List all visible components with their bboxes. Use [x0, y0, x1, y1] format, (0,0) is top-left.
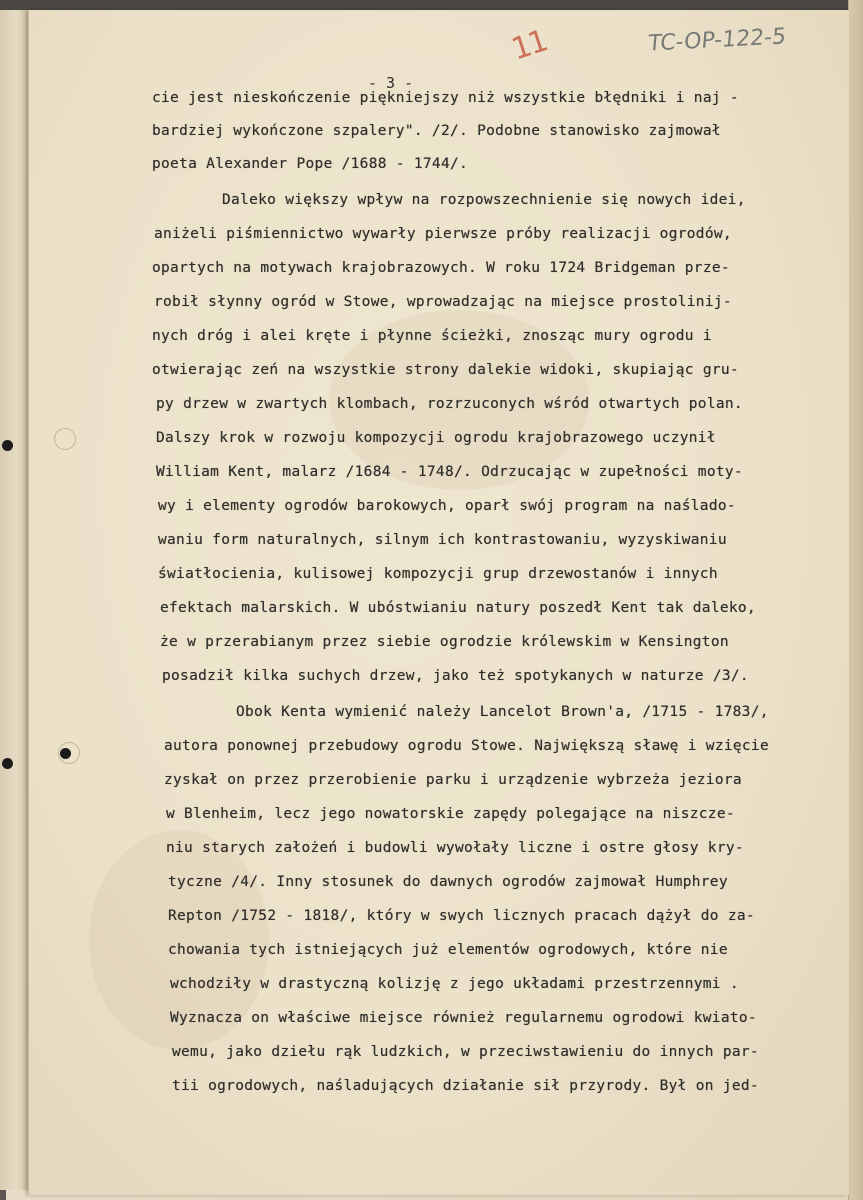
scanner-background-strip	[0, 0, 863, 10]
text-line: że w przerabianym przez siebie ogrodzie królewskim w Kensington	[160, 634, 729, 650]
text-line: aniżeli piśmiennictwo wywarły pierwsze próby realizacji ogrodów,	[154, 226, 732, 242]
text-line: Dalszy krok w rozwoju kompozycji ogrodu krajobrazowego uczynił	[156, 430, 716, 446]
text-line: poeta Alexander Pope /1688 - 1744/.	[152, 156, 469, 172]
punch-hole-ring	[58, 742, 80, 764]
text-line: efektach malarskich. W ubóstwianiu natury poszedł Kent tak daleko,	[160, 600, 756, 616]
text-line: otwierając zeń na wszystkie strony dalekie widoki, skupiając gru-	[152, 362, 739, 378]
text-line: chowania tych istniejących już elementów ogrodowych, które nie	[168, 942, 728, 958]
text-line: niu starych założeń i budowli wywołały liczne i ostre głosy kry-	[166, 840, 744, 856]
archive-reference-number: TC-OP-122-5	[646, 24, 788, 57]
red-archival-mark: 11	[507, 23, 551, 68]
text-line: William Kent, malarz /1684 - 1748/. Odrzucając w zupełności moty-	[156, 464, 743, 480]
text-line: opartych na motywach krajobrazowych. W roku 1724 Bridgeman prze-	[152, 260, 730, 276]
text-line: posadził kilka suchych drzew, jako też spotykanych w naturze /3/.	[162, 668, 749, 684]
text-line: zyskał on przez przerobienie parku i urządzenie wybrzeża jeziora	[164, 772, 742, 788]
punch-hole	[2, 440, 13, 451]
punch-hole-ring	[54, 428, 76, 450]
text-line: nych dróg i alei kręte i płynne ścieżki, znosząc mury ogrodu i	[152, 328, 712, 344]
text-line: bardziej wykończone szpalery". /2/. Podobne stanowisko zajmował	[152, 123, 721, 139]
text-line: py drzew w zwartych klombach, rozrzuconych wśród otwartych polan.	[156, 396, 743, 412]
text-line: tii ogrodowych, naśladujących działanie sił przyrody. Był on jed-	[172, 1078, 759, 1094]
text-line: światłocienia, kulisowej kompozycji grup drzewostanów i innych	[158, 566, 718, 582]
text-line: w Blenheim, lecz jego nowatorskie zapędy polegające na niszcze-	[166, 806, 735, 822]
text-line: wy i elementy ogrodów barokowych, oparł swój program na naślado-	[158, 498, 736, 514]
text-line: Wyznacza on właściwe miejsce również regularnemu ogrodowi kwiato-	[170, 1010, 757, 1026]
text-line: cie jest nieskończenie piękniejszy niż wszystkie błędniki i naj -	[152, 90, 739, 106]
paragraph-first-line: Obok Kenta wymienić należy Lancelot Brown'a, /1715 - 1783/,	[236, 704, 769, 720]
text-line: Repton /1752 - 1818/, który w swych licznych pracach dążył do za-	[168, 908, 755, 924]
text-line: tyczne /4/. Inny stosunek do dawnych ogrodów zajmował Humphrey	[168, 874, 728, 890]
stacked-sheets-edge	[848, 0, 863, 1200]
text-line: wemu, jako dziełu rąk ludzkich, w przeciwstawieniu do innych par-	[172, 1044, 759, 1060]
paragraph-first-line: Daleko większy wpływ na rozpowszechnienie się nowych idei,	[222, 192, 746, 208]
text-line: robił słynny ogród w Stowe, wprowadzając na miejsce prostolinij-	[154, 294, 732, 310]
text-line: wchodziły w drastyczną kolizję z jego układami przestrzennymi .	[170, 976, 739, 992]
punch-hole	[2, 758, 13, 769]
page-number: - 3 -	[368, 74, 414, 92]
previous-sheet-edge	[0, 10, 29, 1190]
text-line: autora ponownej przebudowy ogrodu Stowe. Największą sławę i wzięcie	[164, 738, 769, 754]
text-line: waniu form naturalnych, silnym ich kontrastowaniu, wyzyskiwaniu	[158, 532, 727, 548]
